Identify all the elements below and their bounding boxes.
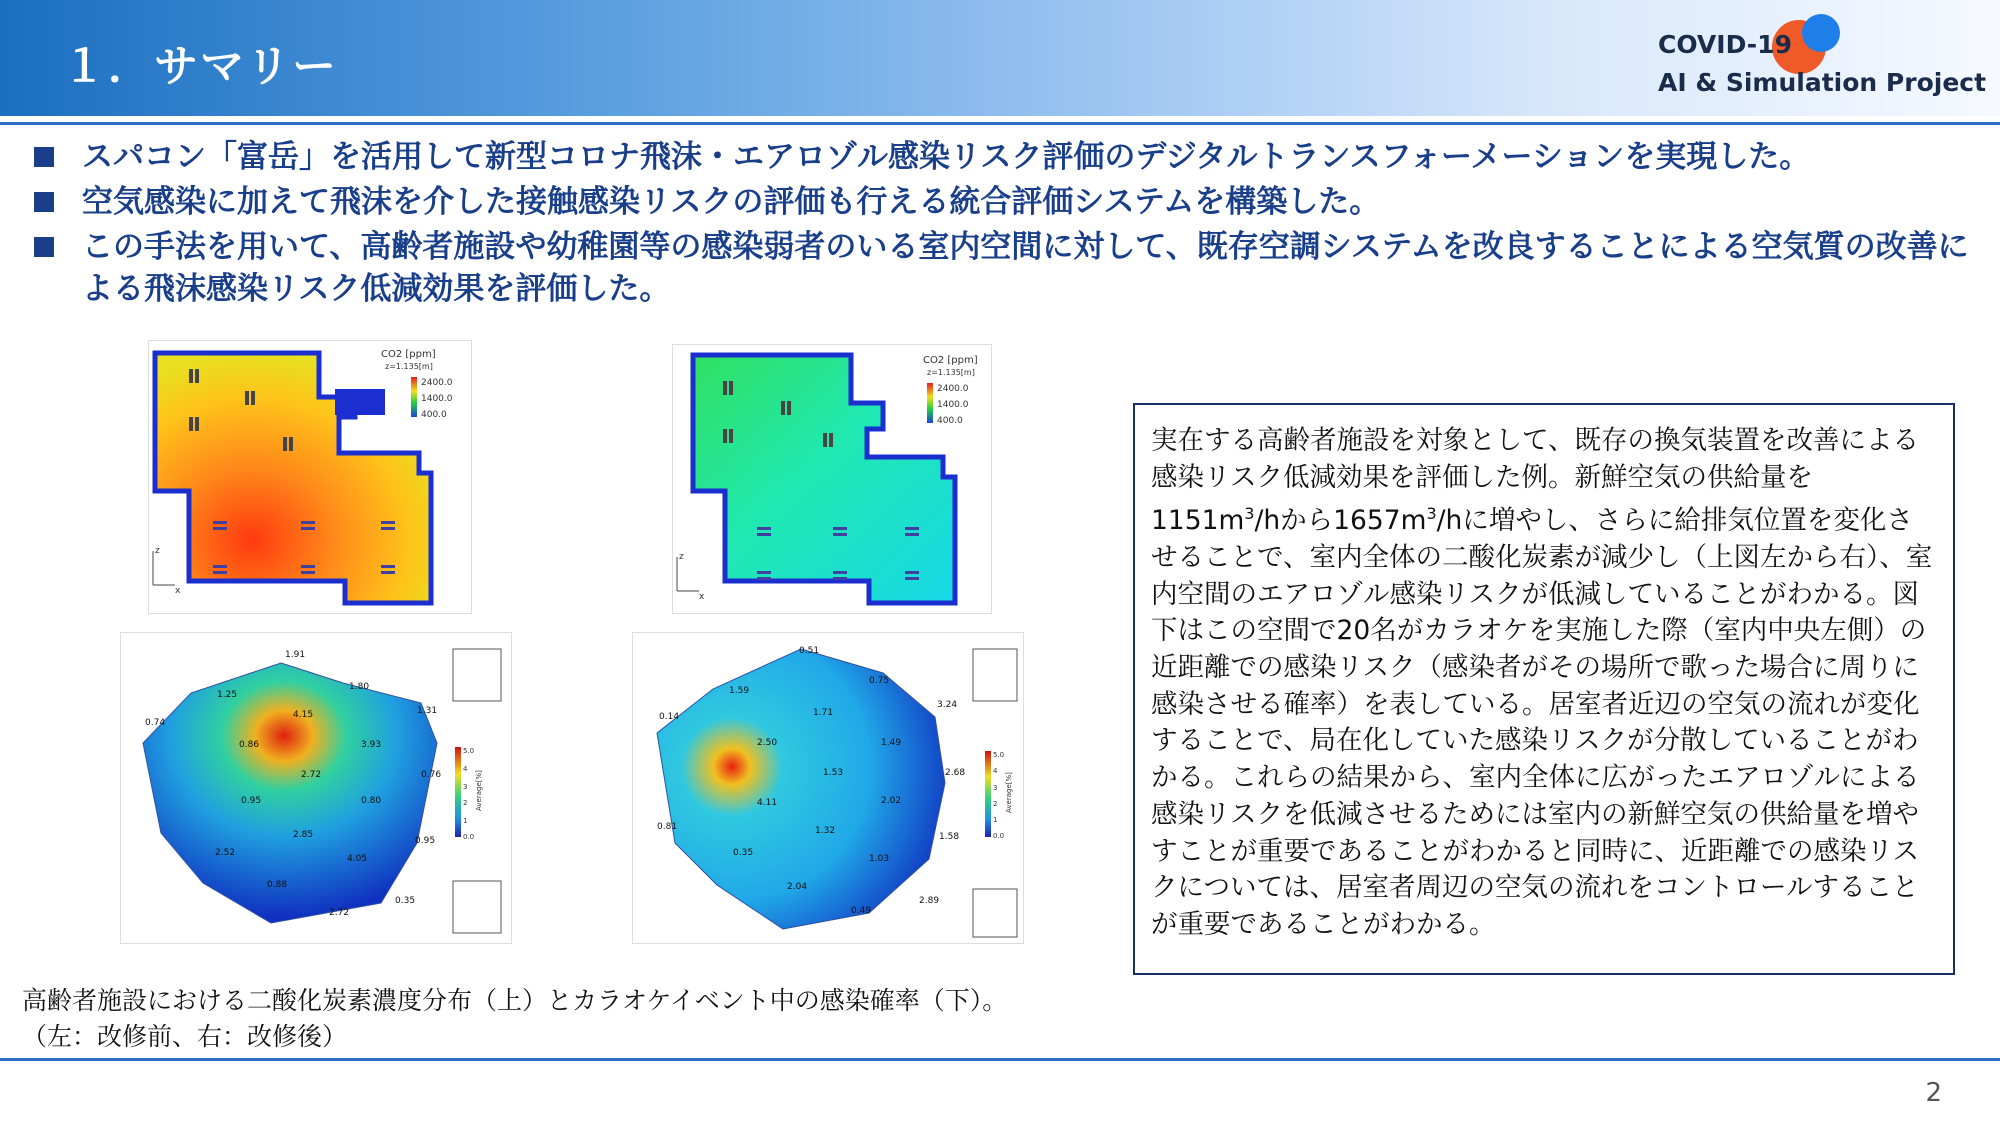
bullet-item [28,226,1978,310]
risk-after-value: 1.59 [729,686,750,696]
co2-distribution-after-figure [672,344,992,614]
co2-before-subtitle: z=1.135[m] [385,362,433,371]
risk-before-value: 0.80 [361,796,382,806]
risk-after-cbar-tick: 0.0 [993,832,1005,840]
risk-before-value: 0.76 [421,770,442,780]
risk-after-value: 1.32 [815,826,836,836]
risk-after-value: 3.24 [937,700,958,710]
description-superscript: 3 [1426,504,1437,524]
co2-after-subtitle: z=1.135[m] [927,368,975,377]
risk-before-value: 2.85 [293,830,314,840]
risk-after-value: 1.03 [869,854,890,864]
risk-after-value: 1.71 [813,708,834,718]
co2-before-tick: 400.0 [421,410,447,420]
risk-after-value: 2.50 [757,738,778,748]
bullet-text: この手法を用いて、高齢者施設や幼稚園等の感染弱者のいる室内空間に対して、既存空調システムを改良することによる空気質の改善による飛沫感染リスク低減効果を評価した。 [82,229,1969,307]
co2-before-tick: 1400.0 [421,394,453,404]
page-title: １．サマリー [62,41,338,92]
risk-after-cbar-tick: 5.0 [993,751,1005,759]
co2-before-axis-z: z [155,546,160,556]
co2-before-tick: 2400.0 [421,378,453,388]
risk-before-cbar-tick: 5.0 [463,747,475,755]
bullet-item [28,181,1978,223]
logo-line-1: COVID-19 [1658,30,1792,59]
risk-before-value: 0.95 [415,836,436,846]
co2-after-tick: 400.0 [937,416,963,426]
risk-after-cbar-tick: 2 [993,800,998,808]
risk-before-cbar-tick: 3 [463,783,468,791]
figure-caption-line-1: 高齢者施設における二酸化炭素濃度分布（上）とカラオケイベント中の感染確率（下）。 [22,986,1008,1015]
risk-after-colorbar [985,751,991,837]
risk-after-cbar-label: Average[%] [1005,772,1013,813]
co2-after-axis-z: z [679,552,684,562]
page-number: 2 [1925,1078,1942,1108]
risk-before-value: 4.15 [293,710,314,720]
risk-after-cbar-tick: 3 [993,784,998,792]
risk-before-cbar-label: Average[%] [475,770,483,811]
risk-before-value: 4.05 [347,854,368,864]
logo-blue-dot-icon [1802,14,1840,52]
risk-before-value: 1.31 [417,706,438,716]
summary-bullets [28,136,1978,313]
risk-after-value: 0.49 [851,906,872,916]
risk-before-cbar-tick: 0.0 [463,833,475,841]
description-box [1133,403,1955,975]
risk-before-value: 2.72 [329,908,350,918]
risk-before-cbar-tick: 4 [463,765,468,773]
infection-risk-after-figure [632,632,1024,944]
figure-caption-line-2: （左：改修前、右：改修後） [22,1022,348,1051]
risk-before-cbar-tick: 1 [463,817,468,825]
risk-after-cbar-tick: 1 [993,816,998,824]
description-text: /hから1657m [1254,505,1427,537]
risk-after-value: 0.75 [869,676,890,686]
risk-after-value: 0.35 [733,848,754,858]
header-divider [0,122,2000,125]
risk-before-value: 2.72 [301,770,322,780]
risk-before-cbar-tick: 2 [463,799,468,807]
logo-line-2: AI & Simulation Project [1658,68,1987,97]
risk-before-value: 0.86 [239,740,260,750]
description-text: 実在する高齢者施設を対象として、既存の換気装置を改善による感染リスク低減効果を評価した例。新鮮空気の供給量を1151m [1151,425,1919,537]
co2-after-tick: 1400.0 [937,400,969,410]
risk-after-value: 1.58 [939,832,960,842]
bullet-square-icon [34,147,54,167]
description-superscript: 3 [1244,504,1255,524]
risk-before-value: 0.95 [241,796,262,806]
risk-after-value: 2.02 [881,796,902,806]
co2-after-tick: 2400.0 [937,384,969,394]
risk-before-value: 0.74 [145,718,166,728]
figure-caption [22,983,1007,1055]
risk-after-value: 2.04 [787,882,808,892]
co2-after-colorbar [927,383,933,423]
bullet-text: 空気感染に加えて飛沫を介した接触感染リスクの評価も行える統合評価システムを構築した。 [82,184,1381,220]
header-bar [0,0,2000,116]
co2-before-title: CO2 [ppm] [381,349,436,360]
risk-before-value: 0.35 [395,896,416,906]
risk-after-value: 1.53 [823,768,844,778]
co2-before-colorbar [411,377,417,417]
bullet-square-icon [34,237,54,257]
risk-before-value: 1.91 [285,650,306,660]
risk-after-value: 2.89 [919,896,940,906]
risk-after-value: 4.11 [757,798,778,808]
co2-before-axis-x: x [175,586,181,596]
risk-before-colorbar [455,747,461,837]
co2-after-axis-x: x [699,592,705,602]
risk-before-value: 1.80 [349,682,370,692]
risk-before-value: 0.88 [267,880,288,890]
infection-risk-before-figure [120,632,512,944]
risk-after-value: 1.49 [881,738,902,748]
risk-after-value: 2.68 [945,768,966,778]
project-logo [1650,14,1990,104]
footer-divider [0,1058,2000,1061]
risk-after-cbar-tick: 4 [993,767,998,775]
co2-distribution-before-figure [148,340,472,614]
risk-before-value: 1.25 [217,690,238,700]
bullet-square-icon [34,192,54,212]
risk-after-value: 0.81 [657,822,678,832]
bullet-text: スパコン「富岳」を活用して新型コロナ飛沫・エアロゾル感染リスク評価のデジタルトランスフォーメーションを実現した。 [82,139,1811,175]
risk-after-value: 0.51 [799,646,820,656]
risk-after-value: 0.14 [659,712,680,722]
bullet-item [28,136,1978,178]
description-text: /hに増やし、さらに給排気位置を変化させることで、室内全体の二酸化炭素が減少し（上図左から右）、室内空間のエアロゾル感染リスクが低減していることがわかる。図下はこの空間で20名がカラオケを実施した際（室内中央左側）の近距離での感染リスク（感染者がその場所で歌った場合に周りに感染させる確率）を表している。居室者近辺の空気の流れが変化することで、局在化していた感染リスクが分散していることがわかる。これらの結果から、室内全体に広がったエアロゾルによる感染リスクを低減させるためには室内の新鮮空気の供給量を増やすことが重要であることがわかると同時に、近距離での感染リスクについては、居室者周辺の空気の流れをコントロールすることが重要であることがわかる。 [1151,505,1933,940]
risk-before-value: 3.93 [361,740,382,750]
risk-before-value: 2.52 [215,848,236,858]
co2-after-title: CO2 [ppm] [923,355,978,366]
